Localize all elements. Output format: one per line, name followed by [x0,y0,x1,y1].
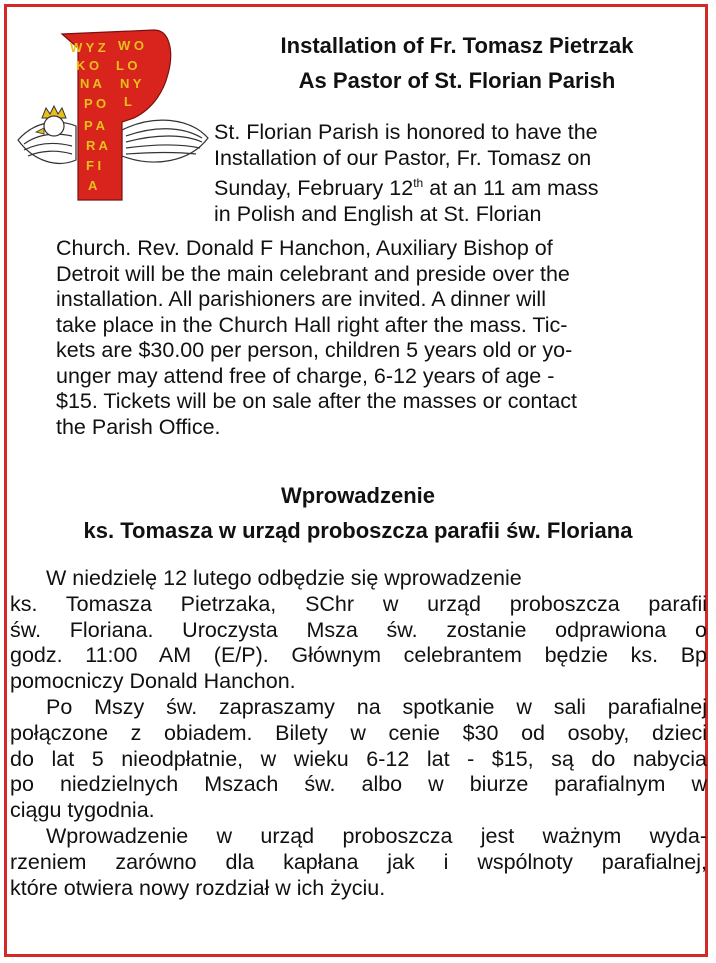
polish-text-line: godz. 11:00 AM (E/P). Głównym celebrantem będzie ks. Bp [10,643,707,668]
svg-text:A: A [88,178,98,193]
parish-emblem-logo [14,22,210,204]
polish-text-line: Po Mszy św. zapraszamy na spotkanie w sali parafialnej [46,694,707,719]
svg-text:P O: P O [84,96,107,111]
crowned-eagle-head-icon [36,106,66,136]
english-text-line: the Parish Office. [56,414,221,439]
english-title-line-1: Installation of Fr. Tomasz Pietrzak [280,33,634,58]
svg-text:K O: K O [76,58,100,73]
english-text-line: Church. Rev. Donald F Hanchon, Auxiliary Bishop of [56,236,553,260]
mass-time-text: at an 11 am mass [423,176,599,201]
polish-title-line-2: ks. Tomasza w urząd proboszcza parafii św. Floriana [83,518,633,543]
polish-text-line: Wprowadzenie w urząd proboszcza jest ważnym wyda- [46,823,707,848]
polish-text-line: św. Floriana. Uroczysta Msza św. zostanie odprawiona o [10,617,707,642]
polish-text-line: rzeniem zarówno dla kapłana jak i wspólnoty parafialnej, [10,849,707,874]
english-text-line: in Polish and English at St. Florian [214,201,542,226]
polish-text-line: połączone z obiadem. Bilety w cenie $30 od osoby, dzieci [10,720,707,745]
english-title-line-2: As Pastor of St. Florian Parish [298,68,616,93]
polish-text-line: do lat 5 nieodpłatnie, w wieku 6-12 lat - $15, są do nabycia [10,746,707,771]
svg-text:L O: L O [116,58,138,73]
svg-text:W O: W O [118,38,144,53]
polish-title-line-1: Wprowadzenie [280,483,435,508]
polish-text-line: które otwiera nowy rozdział w ich życiu. [10,875,386,900]
polish-article-body [10,566,707,901]
english-paragraph-beside-logo [214,120,704,227]
svg-text:N Y: N Y [120,76,142,91]
polish-title [8,478,708,548]
polish-text-line: po niedzielnych Mszach św. albo w biurze parafialnym w [10,772,707,797]
english-text-line: kets are $30.00 per person, children 5 years old or yo- [56,338,573,362]
english-paragraph-body [56,236,696,440]
svg-text:L: L [124,94,132,109]
red-letter-p-shape [62,30,171,200]
english-text-line: St. Florian Parish is honored to have the [214,120,598,144]
svg-text:F I: F I [86,158,102,173]
english-text-line: installation. All parishioners are invited. A dinner will [56,287,546,311]
date-ordinal-suffix: th [413,176,424,190]
svg-text:P A: P A [84,118,105,133]
english-text-line [214,171,704,202]
svg-text:R A: R A [86,138,108,153]
svg-text:N A: N A [80,76,102,91]
english-title [200,28,714,98]
polish-text-line: ks. Tomasza Pietrzaka, SChr w urząd proboszcza parafii [10,591,707,616]
english-text-line: take place in the Church Hall right after the mass. Tic- [56,312,568,337]
english-text-line: $15. Tickets will be on sale after the masses or contact [56,389,578,413]
english-text-line: Installation of our Pastor, Fr. Tomasz on [214,145,592,170]
date-text: Sunday, February 12 [214,176,414,201]
polish-text-line: pomocniczy Donald Hanchon. [10,669,296,694]
english-text-line: Detroit will be the main celebrant and preside over the [56,261,570,286]
polish-text-line: W niedzielę 12 lutego odbędzie się wprowadzenie [46,566,522,590]
polish-text-line: ciągu tygodnia. [10,798,155,823]
svg-text:W Y Z: W Y Z [70,40,106,55]
english-text-line: unger may attend free of charge, 6-12 years of age - [56,363,555,388]
